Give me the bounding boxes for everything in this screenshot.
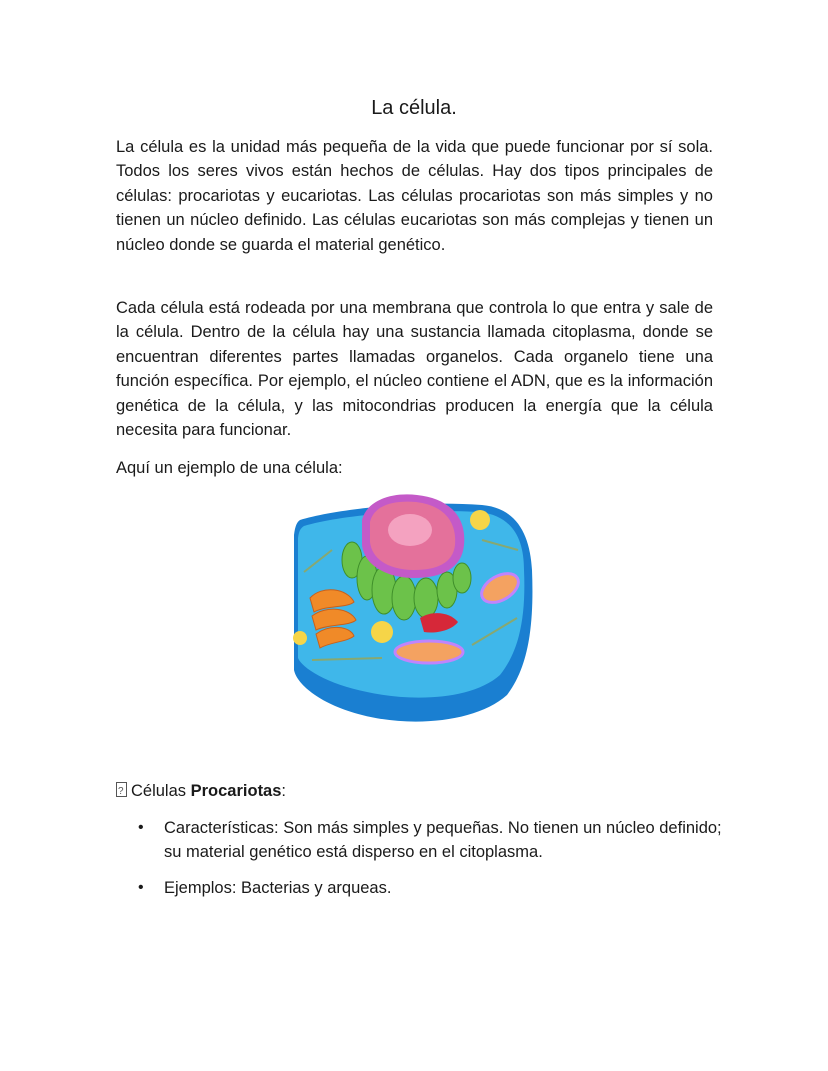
bullet-list xyxy=(116,816,726,911)
bullet-icon: • xyxy=(138,878,144,896)
paragraph-membrane: Cada célula está rodeada por una membrana que controla lo que entra y sale de la célula. Dentro de la célula hay una sustancia llamada citoplasma, donde se encuentran diferentes partes llamadas organelos. Cada organelo tiene una función específica. Por ejemplo, el núcleo contiene el ADN, que es la información genética de la célula, y las mitocondrias producen la energía que la célula necesita para funcionar. xyxy=(116,299,713,440)
heading-bold: Procariotas xyxy=(190,782,282,800)
mitochondrion-shape xyxy=(395,641,463,663)
paragraph-example-caption: Aquí un ejemplo de una célula: xyxy=(116,459,343,477)
list-item xyxy=(116,876,726,900)
nucleolus-shape xyxy=(388,514,432,546)
list-item xyxy=(116,816,726,865)
missing-glyph-icon xyxy=(116,782,127,797)
heading-suffix: : xyxy=(281,782,287,800)
lysosome-shape xyxy=(371,621,393,643)
section-heading-prokaryotes xyxy=(116,779,286,803)
bullet-icon: • xyxy=(138,819,144,836)
list-item-text: Ejemplos: Bacterias y arqueas. xyxy=(164,878,392,897)
lysosome-shape xyxy=(293,631,307,645)
animal-cell-illustration xyxy=(292,490,534,730)
page-title: La célula. xyxy=(371,97,457,119)
paragraph-intro: La célula es la unidad más pequeña de la vida que puede funcionar por sí sola. Todos los seres vivos están hechos de células. Hay dos tipos principales de células: procariotas y eucariotas. Las células procariotas son más simples y no tienen un núcleo definido. Las células eucariotas son más complejas y tienen un núcleo donde se guarda el material genético. xyxy=(116,138,713,254)
list-item-text: Características: Son más simples y pequeñas. No tienen un núcleo definido; su material genético está disperso en el citoplasma. xyxy=(164,819,722,862)
heading-prefix: Células xyxy=(131,782,191,800)
lysosome-shape xyxy=(470,510,490,530)
